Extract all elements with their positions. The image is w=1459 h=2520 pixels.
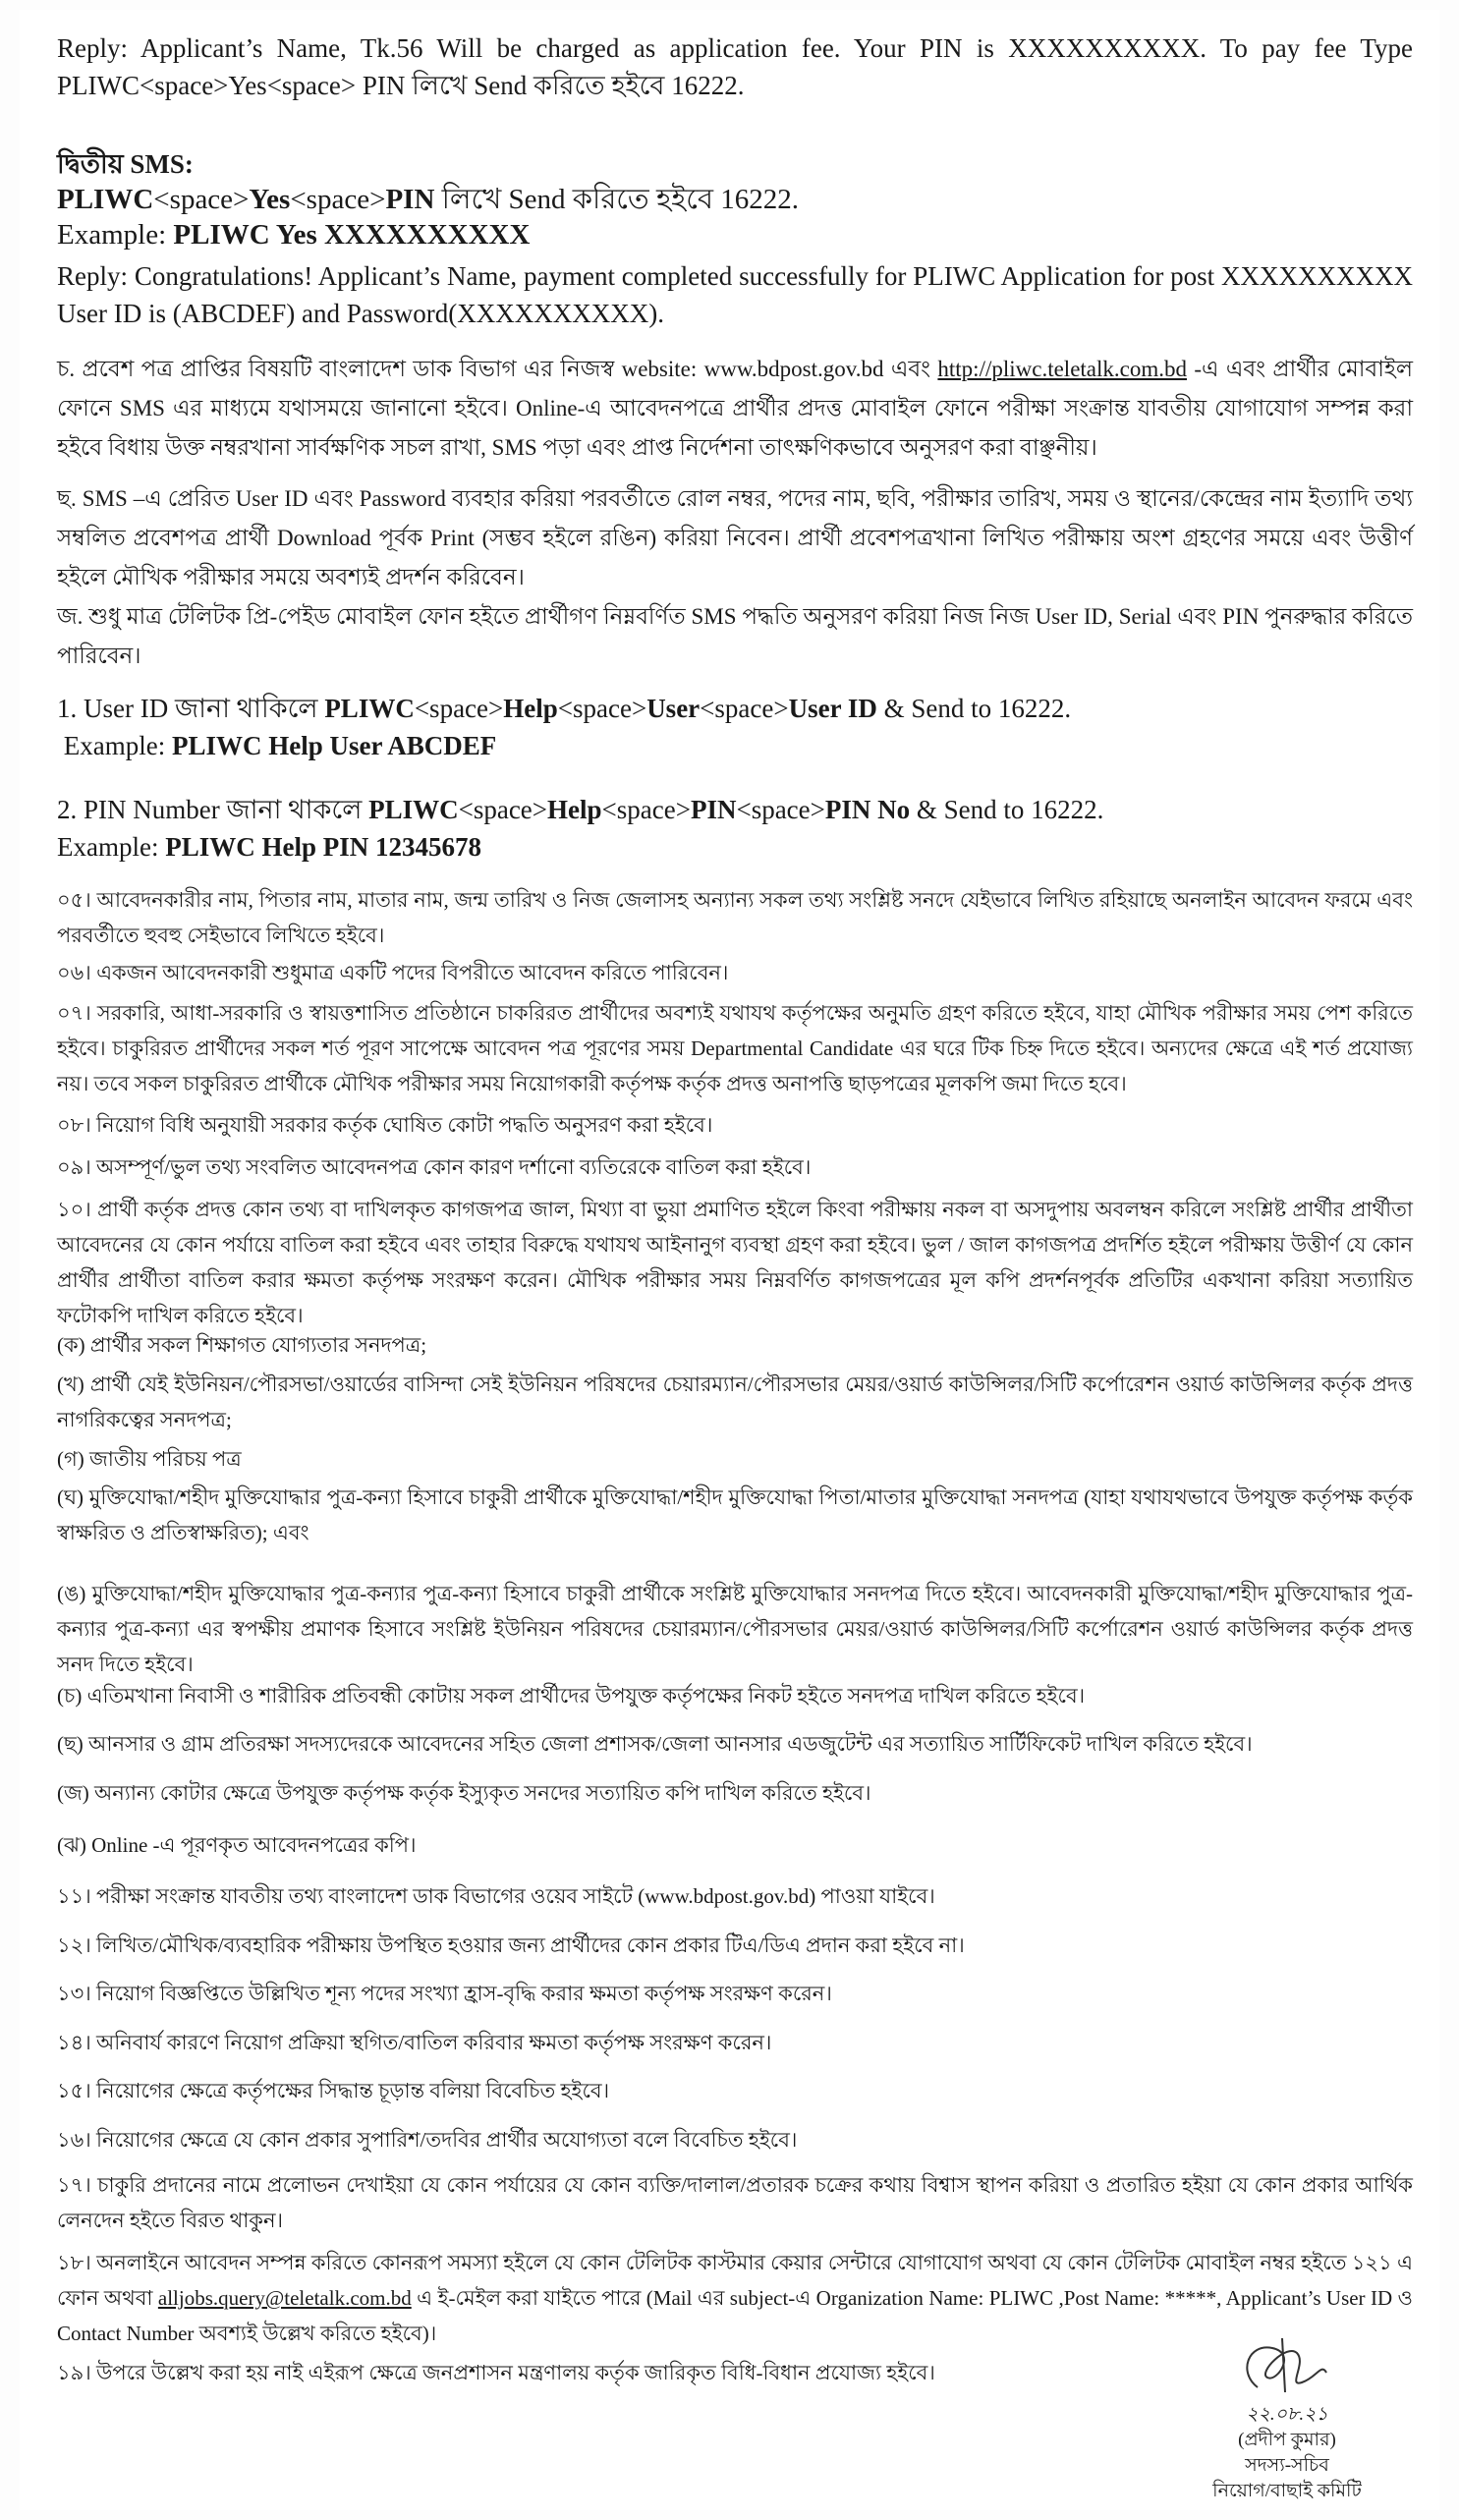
signature-scribble-icon [1228,2333,1346,2402]
signatory-committee: নিয়োগ/বাছাই কমিটি [1212,2481,1362,2501]
help-text: <space> [700,694,789,723]
format-part: লিখে Send করিতে হইবে 16222. [434,184,800,215]
para-chha: ছ. SMS –এ প্রেরিত User ID এবং Password ব্যবহার করিয়া পরবর্তীতে রোল নম্বর, পদের নাম, ছবি, পরীক্ষার তারিখ, সময় ও স্থানের/কেন্দ্রের নাম ইত্যাদি তথ্য সম্বলিত প্রবেশপত্র প্রার্থী Download পূর্বক Print (সম্ভব হইলে রঙিন) করিয়া নিবেন। প্রার্থী প্রবেশপত্রখানা লিখিত পরীক্ষায় অংশ গ্রহণের সময়ে এবং উত্তীর্ণ হইলে মৌখিক পরীক্ষার সময়ে অবশ্যই প্রদর্শন করিবেন। [57,486,1413,589]
help-pin [57,791,1413,866]
example-label: Example: [57,219,174,251]
para-cha [57,350,1413,468]
item-06: ০৬। একজন আবেদনকারী শুধুমাত্র একটি পদের বিপরীতে আবেদন করিতে পারিবেন। [57,961,729,984]
format-part: Yes [249,184,291,215]
item-chha: (ছ) আনসার ও গ্রাম প্রতিরক্ষা সদস্যদেরকে আবেদনের সহিত জেলা প্রশাসক/জেলা আনসার এডজুটেন্ট এর সত্যায়িত সার্টিফিকেট দাখিল করিতে হইবে। [57,1732,1253,1756]
document-page [20,10,1439,2510]
example-value: PLIWC Help PIN 12345678 [165,832,481,862]
help-text: & Send to 16222. [910,795,1104,824]
para-text: চ. প্রবেশ পত্র প্রাপ্তির বিষয়টি বাংলাদেশ ডাক বিভাগ এর নিজস্ব website: www.bdpost.gov.bd এবং [57,357,938,381]
format-part: <space> [290,184,386,215]
item-ga: (গ) জাতীয় পরিচয় পত্র [57,1447,242,1471]
item-ja: (জ) অন্যান্য কোটার ক্ষেত্রে উপযুক্ত কর্তৃপক্ষ কর্তৃক ইস্যুকৃত সনদের সত্যায়িত কপি দাখিল করিতে হইবে। [57,1781,871,1805]
help-text: Help [503,694,558,723]
help-text: PIN No [824,795,911,824]
help-text: <space> [414,694,504,723]
example-label: Example: [57,832,166,862]
example-value: PLIWC Help User ABCDEF [171,731,497,760]
item-nga: (ঙ) মুক্তিযোদ্ধা/শহীদ মুক্তিযোদ্ধার পুত্র-কন্যার পুত্র-কন্যা হিসাবে চাকুরী প্রার্থীকে সংশ্লিষ্ট মুক্তিযোদ্ধার সনদপত্র দিতে হইবে। আবেদনকারী মুক্তিযোদ্ধা/শহীদ মুক্তিযোদ্ধার পুত্র-কন্যার পুত্র-কন্যা এর স্বপক্ষীয় প্রমাণক হিসাবে সংশ্লিষ্ট ইউনিয়ন পরিষদের চেয়ারম্যান/পৌরসভার মেয়র/ওয়ার্ড কাউন্সিলর/সিটি কর্পোরেশন ওয়ার্ড কাউন্সিলর কর্তৃক প্রদত্ত সনদ দিতে হইবে। [57,1582,1413,1676]
reply-second-sms: Reply: Congratulations! Applicant’s Name, payment completed successfully for PLIWC Application for post XXXXXXXXXX User ID is (ABCDEF) and Password(XXXXXXXXXX). [57,261,1413,328]
teletalk-link[interactable]: http://pliwc.teletalk.com.bd [937,357,1187,381]
help-text: 1. User ID জানা থাকিলে [57,694,325,723]
item-cha: (চ) এতিমখানা নিবাসী ও শারীরিক প্রতিবন্ধী কোটায় সকল প্রার্থীদের উপযুক্ত কর্তৃপক্ষের নিকট হইতে সনদপত্র দাখিল করিতে হইবে। [57,1684,1086,1708]
item-09: ০৯। অসম্পূর্ণ/ভুল তথ্য সংবলিত আবেদনপত্র কোন কারণ দর্শানো ব্যতিরেকে বাতিল করা হইবে। [57,1155,812,1179]
item-05: ০৫। আবেদনকারীর নাম, পিতার নাম, মাতার নাম, জন্ম তারিখ ও নিজ জেলাসহ অন্যান্য সকল তথ্য সংশ্লিষ্ট সনদে যেইভাবে লিখিত রহিয়াছে অনলাইন আবেদন ফরমে এবং পরবর্তীতে হুবহু সেইভাবে লিখিতে হইবে। [57,888,1413,947]
item-15: ১৫। নিয়োগের ক্ষেত্রে কর্তৃপক্ষের সিদ্ধান্ত চূড়ান্ত বলিয়া বিবেচিত হইবে। [57,2079,610,2102]
help-text: <space> [458,795,548,824]
item-17: ১৭। চাকুরি প্রদানের নামে প্রলোভন দেখাইয়া যে কোন পর্যায়ের যে কোন ব্যক্তি/দালাল/প্রতারক চক্রের কথায় বিশ্বাস স্থাপন করিয়া ও প্রতারিত হইয়া যে কোন প্রকার আর্থিক লেনদেন হইতে বিরত থাকুন। [57,2173,1413,2232]
item-19: ১৯। উপরে উল্লেখ করা হয় নাই এইরূপ ক্ষেত্রে জনপ্রশাসন মন্ত্রণালয় কর্তৃক জারিকৃত বিধি-বিধান প্রযোজ্য হইবে। [57,2361,935,2384]
item-jha: (ঝ) Online -এ পূরণকৃত আবেদনপত্রের কপি। [57,1833,417,1857]
help-text: PIN [690,795,737,824]
second-sms-format [57,181,1413,218]
item-10: ১০। প্রার্থী কর্তৃক প্রদত্ত কোন তথ্য বা দাখিলকৃত কাগজপত্র জাল, মিথ্যা বা ভুয়া প্রমাণিত হইলে কিংবা পরীক্ষায় নকল বা অসদুপায় অবলম্বন করিলে সংশ্লিষ্ট প্রার্থীর প্রার্থীতা আবেদনের যে কোন পর্যায়ে বাতিল করা হইবে এবং তাহার বিরুদ্ধে যথাযথ আইনানুগ ব্যবস্থা গ্রহণ করা হইবে। ভুল / জাল কাগজপত্র প্রদর্শিত হইলে পরীক্ষায় উত্তীর্ণ যে কোন প্রার্থীর প্রার্থীতা বাতিল করার ক্ষমতা কর্তৃপক্ষ সংরক্ষণ করেন। মৌখিক পরীক্ষার সময় নিম্নবর্ণিত কাগজপত্রের মূল কপি প্রদর্শনপূর্বক প্রতিটির একখানা করিয়া সত্যায়িত ফটোকপি দাখিল করিতে হইবে। [57,1198,1413,1327]
item-kha: (খ) প্রার্থী যেই ইউনিয়ন/পৌরসভা/ওয়ার্ডের বাসিন্দা সেই ইউনিয়ন পরিষদের চেয়ারম্যান/পৌরসভার মেয়র/ওয়ার্ড কাউন্সিলর/সিটি কর্পোরেশন ওয়ার্ড কাউন্সিলর কর্তৃক প্রদত্ত নাগরিকত্বের সনদপত্র; [57,1372,1413,1431]
help-text: <space> [736,795,825,824]
help-text: PLIWC [368,795,459,824]
format-part: PIN [385,184,435,215]
signatory-name: (প্রদীপ কুমার) [1238,2430,1336,2450]
item-11: ১১। পরীক্ষা সংক্রান্ত যাবতীয় তথ্য বাংলাদেশ ডাক বিভাগের ওয়েব সাইটে (www.bdpost.gov.bd) পাওয়া যাইবে। [57,1884,935,1908]
reply-first-sms: Reply: Applicant’s Name, Tk.56 Will be charged as application fee. Your PIN is XXXXXXXXXX. To pay fee Type PLIWC<space>Yes<space> PIN লিখে Send করিতে হইবে 16222. [57,33,1413,100]
format-part: PLIWC [57,184,154,215]
para-text: -এ এবং প্রার্থীর মোবাইল ফোনে SMS এর মাধ্যমে যথাসময়ে জানানো হইবে। Online-এ আবেদনপত্রে প্রার্থীর প্রদত্ত মোবাইল ফোনে পরীক্ষা সংক্রান্ত যাবতীয় যোগাযোগ সম্পন্ন করা হইবে বিধায় উক্ত নম্বরখানা সার্বক্ষণিক সচল রাখা, SMS পড়া এবং প্রাপ্ত নির্দেশনা তাৎক্ষণিকভাবে অনুসরণ করা বাঞ্ছনীয়। [57,357,1413,460]
signature-block [1189,2333,1385,2520]
item-gha: (ঘ) মুক্তিযোদ্ধা/শহীদ মুক্তিযোদ্ধার পুত্র-কন্যা হিসাবে চাকুরী প্রার্থীকে মুক্তিযোদ্ধা/শহীদ মুক্তিযোদ্ধা পিতা/মাতার মুক্তিযোদ্ধা সনদপত্র (যাহা যথাযথভাবে উপযুক্ত কর্তৃপক্ষ কর্তৃক স্বাক্ষরিত ও প্রতিস্বাক্ষরিত); এবং [57,1485,1413,1544]
item-text: ১৮। অনলাইনে আবেদন সম্পন্ন করিতে কোনরূপ সমস্যা হইলে যে কোন টেলিটক কাস্টমার কেয়ার সেন্টারে যোগাযোগ অথবা যে কোন টেলিটক মোবাইল নম্বর হইতে ১২১ এ ফোন অথবা [57,2251,1413,2310]
format-part: <space> [153,184,250,215]
support-email-link[interactable]: alljobs.query@teletalk.com.bd [157,2286,412,2310]
para-jha: জ. শুধু মাত্র টেলিটক প্রি-পেইড মোবাইল ফোন হইতে প্রার্থীগণ নিম্নবর্ণিত SMS পদ্ধতি অনুসরণ করিয়া নিজ নিজ User ID, Serial এবং PIN পুনরুদ্ধার করিতে পারিবেন। [57,604,1413,668]
second-sms-example [57,216,1413,253]
item-text: এ ই-মেইল করা যাইতে পারে (Mail এর subject-এ Organization Name: PLIWC ,Post Name: *****, Applicant’s User ID ও Contact Number অবশ্যই উল্লেখ করিতে হইবে)। [57,2286,1413,2345]
item-07: ০৭। সরকারি, আধা-সরকারি ও স্বায়ত্তশাসিত প্রতিষ্ঠানে চাকরিরত প্রার্থীদের অবশ্যই যথাযথ কর্তৃপক্ষের অনুমতি গ্রহণ করিতে হইবে, যাহা মৌখিক পরীক্ষার সময় পেশ করিতে হইবে। চাকুরিরত প্রার্থীদের সকল শর্ত পূরণ সাপেক্ষে আবেদন পত্র পূরণের সময় Departmental Candidate এর ঘরে টিক চিহ্ন দিতে হইবে। অন্যদের ক্ষেত্রে এই শর্ত প্রযোজ্য নয়। তবে সকল চাকুরিরত প্রার্থীকে মৌখিক পরীক্ষার সময় নিয়োগকারী কর্তৃপক্ষ কর্তৃক প্রদত্ত অনাপত্তি ছাড়পত্রের মূলকপি জমা দিতে হবে। [57,1001,1413,1095]
help-text: <space> [601,795,691,824]
help-text: & Send to 16222. [876,694,1072,723]
example-value: PLIWC Yes XXXXXXXXXX [173,219,531,251]
item-16: ১৬। নিয়োগের ক্ষেত্রে যে কোন প্রকার সুপারিশ/তদবির প্রার্থীর অযোগ্যতা বলে বিবেচিত হইবে। [57,2128,798,2152]
help-user-id [57,690,1413,764]
help-text: 2. PIN Number জানা থাকলে [57,795,369,824]
second-sms-heading: দ্বিতীয় SMS: [57,149,194,179]
item-ka: (ক) প্রার্থীর সকল শিক্ষাগত যোগ্যতার সনদপত্র; [57,1333,427,1357]
signatory-role: সদস্য-সচিব [1245,2455,1329,2476]
item-12: ১২। লিখিত/মৌখিক/ব্যবহারিক পরীক্ষায় উপস্থিত হওয়ার জন্য প্রার্থীদের কোন প্রকার টিএ/ডিএ প্রদান করা হইবে না। [57,1933,965,1957]
signature-date: ২২.০৮.২১ [1246,2404,1328,2425]
help-text: PLIWC [324,694,415,723]
item-14: ১৪। অনিবার্য কারণে নিয়োগ প্রক্রিয়া স্থগিত/বাতিল করিবার ক্ষমতা কর্তৃপক্ষ সংরক্ষণ করেন। [57,2031,772,2054]
help-text: User [646,694,701,723]
help-text: <space> [557,694,647,723]
item-08: ০৮। নিয়োগ বিধি অনুযায়ী সরকার কর্তৃক ঘোষিত কোটা পদ্ধতি অনুসরণ করা হইবে। [57,1113,713,1137]
item-13: ১৩। নিয়োগ বিজ্ঞপ্তিতে উল্লিখিত শূন্য পদের সংখ্যা হ্রাস-বৃদ্ধি করার ক্ষমতা কর্তৃপক্ষ সংরক্ষণ করেন। [57,1982,832,2005]
help-text: User ID [788,694,877,723]
help-text: Help [547,795,602,824]
example-label: Example: [63,731,172,760]
